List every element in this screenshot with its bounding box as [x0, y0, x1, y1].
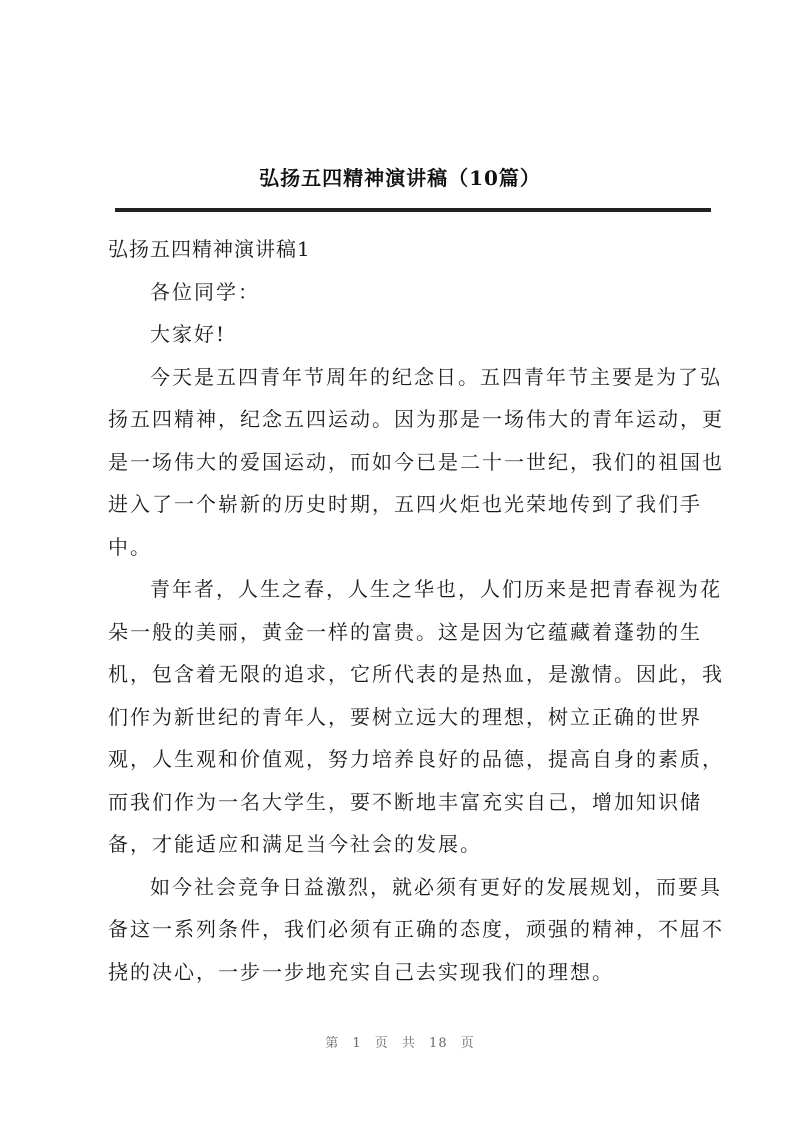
paragraph-2-line: 青年者，人生之春，人生之华也，人们历来是把青春视为花 [150, 577, 722, 601]
section-heading: 弘扬五四精神演讲稿1 [108, 237, 311, 261]
paragraph-2-line: 们作为新世纪的青年人，要树立远大的理想，树立正确的世界 [108, 704, 702, 729]
paragraph-2-line: 而我们作为一名大学生，要不断地丰富充实自己，增加知识储 [108, 789, 702, 814]
page-footer: 第 1 页 共 18 页 [325, 1036, 475, 1051]
salutation: 各位同学： [150, 279, 260, 304]
document-body [108, 228, 724, 993]
document-title: 弘扬五四精神演讲稿（10篇） [259, 166, 541, 190]
paragraph-3-line: 如今社会竞争日益激烈，就必须有更好的发展规划，而要具 [150, 874, 722, 899]
paragraph-1-line: 今天是五四青年节周年的纪念日。五四青年节主要是为了弘 [150, 364, 722, 389]
paragraph-1-line: 中。 [108, 534, 152, 559]
paragraph-2-line: 机，包含着无限的追求，它所代表的是热血，是激情。因此，我 [108, 662, 724, 686]
paragraph-2-line: 朵一般的美丽，黄金一样的富贵。这是因为它蕴藏着蓬勃的生 [108, 619, 702, 644]
paragraph-1-line: 进入了一个崭新的历史时期，五四火炬也光荣地传到了我们手 [108, 492, 702, 516]
paragraph-1-line: 是一场伟大的爱国运动，而如今已是二十一世纪，我们的祖国也 [108, 449, 724, 474]
paragraph-2-line: 备，才能适应和满足当今社会的发展。 [108, 832, 482, 856]
paragraph-1-line: 扬五四精神，纪念五四运动。因为那是一场伟大的青年运动，更 [108, 407, 724, 431]
paragraph-2-line: 观，人生观和价值观，努力培养良好的品德，提高自身的素质， [108, 747, 724, 771]
title-divider [115, 208, 711, 212]
paragraph-3-line: 挠的决心，一步一步地充实自己去实现我们的理想。 [108, 959, 614, 984]
paragraph-3-line: 备这一系列条件，我们必须有正确的态度，顽强的精神，不屈不 [108, 917, 724, 941]
greeting: 大家好! [150, 322, 227, 346]
